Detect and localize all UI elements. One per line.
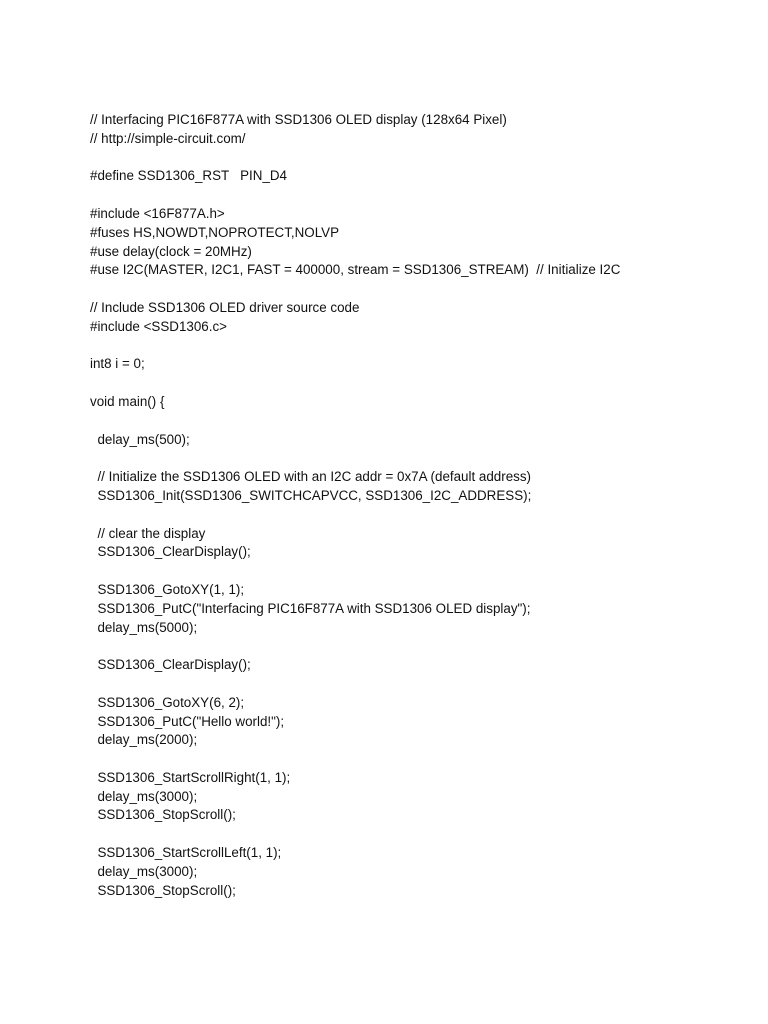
code-line: int8 i = 0; — [90, 356, 145, 372]
code-line: // clear the display — [90, 525, 206, 541]
code-line — [90, 637, 730, 656]
code-line — [90, 412, 730, 431]
code-line — [90, 374, 730, 393]
code-line: delay_ms(3000); — [90, 863, 198, 879]
code-line: SSD1306_GotoXY(1, 1); — [90, 581, 245, 597]
code-line — [90, 449, 730, 468]
code-line — [90, 675, 730, 694]
code-line: delay_ms(2000); — [90, 732, 198, 748]
code-line: #include <SSD1306.c> — [90, 318, 227, 334]
code-line — [90, 562, 730, 581]
code-line — [90, 337, 730, 356]
code-line — [90, 149, 730, 168]
code-line: SSD1306_GotoXY(6, 2); — [90, 694, 245, 710]
code-line: void main() { — [90, 393, 165, 409]
code-line: // http://simple-circuit.com/ — [90, 130, 246, 146]
code-line: SSD1306_ClearDisplay(); — [90, 657, 251, 673]
code-line: #use delay(clock = 20MHz) — [90, 243, 252, 259]
code-line: SSD1306_StopScroll(); — [90, 807, 236, 823]
code-line: #fuses HS,NOWDT,NOPROTECT,NOLVP — [90, 224, 340, 240]
code-line: SSD1306_PutC("Hello world!"); — [90, 713, 285, 729]
code-line — [90, 825, 730, 844]
code-line: // Include SSD1306 OLED driver source code — [90, 299, 360, 315]
code-line: #use I2C(MASTER, I2C1, FAST = 400000, stream = SSD1306_STREAM) // Initialize I2C — [90, 262, 621, 278]
code-line: SSD1306_StopScroll(); — [90, 882, 236, 898]
code-line: // Interfacing PIC16F877A with SSD1306 OLED display (128x64 Pixel) — [90, 112, 507, 127]
code-line — [90, 186, 730, 205]
code-line: // Initialize the SSD1306 OLED with an I2C addr = 0x7A (default address) — [90, 469, 532, 485]
code-line: delay_ms(3000); — [90, 788, 198, 804]
code-line — [90, 750, 730, 769]
code-line — [90, 280, 730, 299]
code-line: SSD1306_ClearDisplay(); — [90, 544, 251, 560]
code-line: SSD1306_PutC("Interfacing PIC16F877A with SSD1306 OLED display"); — [90, 600, 531, 616]
code-line — [90, 506, 730, 525]
source-code-listing — [90, 111, 730, 900]
code-line: delay_ms(500); — [90, 431, 190, 447]
code-line: SSD1306_Init(SSD1306_SWITCHCAPVCC, SSD1306_I2C_ADDRESS); — [90, 487, 532, 503]
code-line: delay_ms(5000); — [90, 619, 198, 635]
code-line: SSD1306_StartScrollRight(1, 1); — [90, 769, 291, 785]
code-line: SSD1306_StartScrollLeft(1, 1); — [90, 845, 282, 861]
code-line: #include <16F877A.h> — [90, 205, 225, 221]
code-line: #define SSD1306_RST PIN_D4 — [90, 168, 288, 184]
